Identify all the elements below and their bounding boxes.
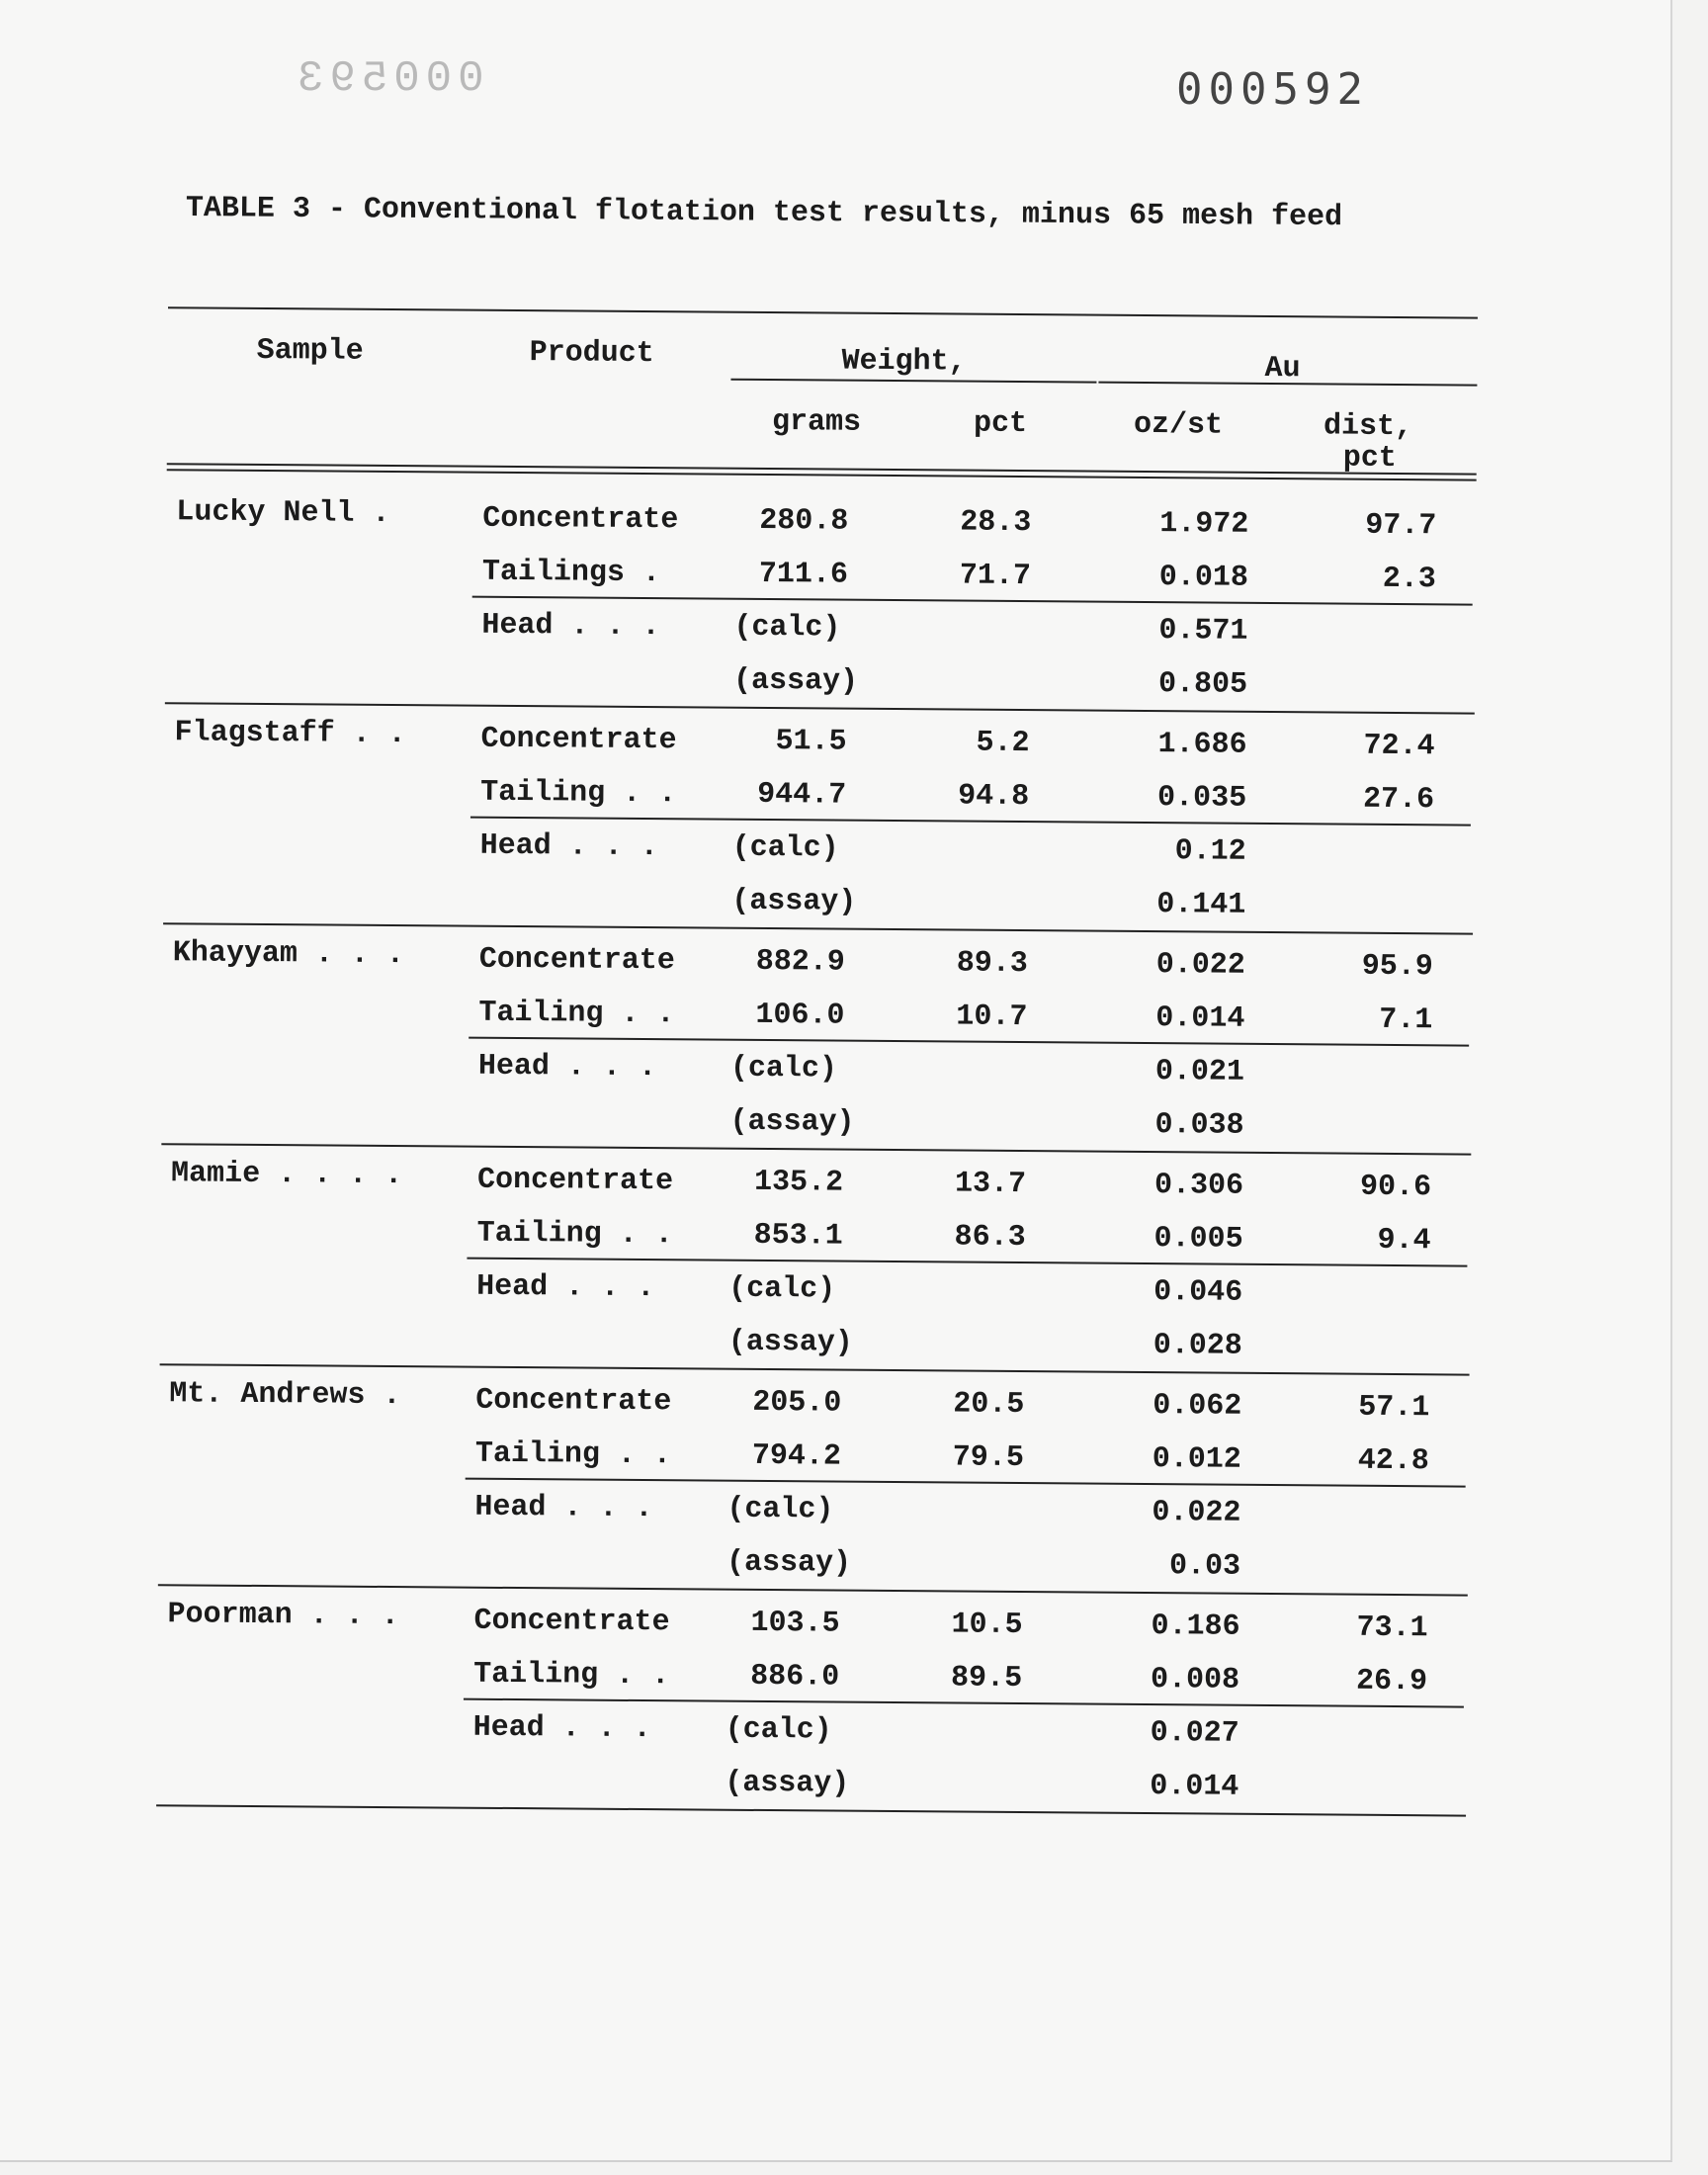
page-number: 000592 bbox=[1176, 64, 1369, 115]
product-cell: Head . . . bbox=[474, 1490, 653, 1526]
dist-pct-cell bbox=[1275, 890, 1433, 891]
pct-cell: 86.3 bbox=[954, 1220, 1026, 1256]
subtotal-rule bbox=[470, 817, 1471, 826]
header-product: Product bbox=[529, 336, 654, 372]
pct-cell bbox=[869, 1107, 1027, 1108]
oz-st-cell: 0.12 bbox=[1174, 834, 1246, 869]
dist-pct-cell: 97.7 bbox=[1365, 508, 1437, 544]
oz-st-cell: 0.038 bbox=[1154, 1108, 1244, 1143]
head-method-cell: (assay) bbox=[731, 884, 857, 919]
head-method-cell: (calc) bbox=[731, 830, 839, 866]
oz-st-cell: 0.571 bbox=[1158, 614, 1248, 649]
product-cell: Head . . . bbox=[472, 1710, 651, 1747]
dist-pct-cell bbox=[1277, 669, 1435, 670]
subtotal-rule bbox=[464, 1698, 1464, 1708]
pct-cell bbox=[870, 887, 1028, 888]
product-cell: Tailing . . bbox=[480, 775, 677, 812]
pct-cell bbox=[866, 1495, 1024, 1496]
dist-pct-cell bbox=[1274, 1057, 1432, 1058]
head-method-cell: (calc) bbox=[733, 610, 841, 646]
oz-st-cell: 0.046 bbox=[1153, 1275, 1243, 1310]
product-cell: Tailing . . bbox=[476, 1216, 673, 1253]
dist-pct-cell: 42.8 bbox=[1357, 1443, 1429, 1479]
head-method-cell: (calc) bbox=[725, 1712, 832, 1748]
head-method-cell: (assay) bbox=[729, 1104, 855, 1140]
dist-pct-cell bbox=[1271, 1498, 1429, 1499]
header-oz-st: oz/st bbox=[1133, 407, 1224, 443]
dist-pct-cell: 72.4 bbox=[1363, 729, 1435, 764]
pct-cell: 89.5 bbox=[950, 1661, 1023, 1696]
pct-cell: 71.7 bbox=[959, 559, 1032, 594]
group-rule bbox=[156, 1804, 1466, 1816]
pct-cell: 13.7 bbox=[954, 1167, 1027, 1202]
pct-cell bbox=[869, 1054, 1027, 1055]
product-cell: Concentrate bbox=[475, 1383, 672, 1420]
grams-cell: 135.2 bbox=[753, 1165, 844, 1200]
dist-pct-cell bbox=[1270, 1551, 1428, 1552]
flotation-results-table bbox=[127, 306, 1483, 1820]
dist-pct-cell bbox=[1272, 1277, 1430, 1278]
oz-st-cell: 0.021 bbox=[1154, 1055, 1245, 1089]
head-method-cell: (assay) bbox=[732, 663, 859, 699]
group-rule bbox=[158, 1584, 1468, 1596]
pct-cell bbox=[867, 1274, 1025, 1275]
header-pct: pct bbox=[973, 406, 1028, 442]
grams-cell: 853.1 bbox=[753, 1218, 843, 1254]
sample-name: Poorman . . . bbox=[167, 1598, 399, 1634]
oz-st-cell: 0.805 bbox=[1157, 667, 1248, 702]
grams-cell: 51.5 bbox=[775, 725, 847, 759]
product-cell: Head . . . bbox=[481, 608, 660, 645]
pct-cell: 5.2 bbox=[976, 726, 1030, 761]
dist-pct-cell: 7.1 bbox=[1379, 1002, 1433, 1038]
pct-cell: 28.3 bbox=[960, 505, 1032, 541]
head-method-cell: (assay) bbox=[726, 1545, 852, 1581]
dist-pct-cell: 57.1 bbox=[1358, 1390, 1430, 1426]
sample-name: Flagstaff . . bbox=[174, 716, 406, 752]
pct-cell bbox=[864, 1715, 1022, 1716]
dist-pct-cell bbox=[1269, 1718, 1427, 1719]
dist-pct-cell: 95.9 bbox=[1361, 949, 1433, 985]
product-cell: Tailing . . bbox=[478, 996, 675, 1032]
sample-name: Khayyam . . . bbox=[172, 936, 405, 973]
head-method-cell: (assay) bbox=[725, 1766, 850, 1801]
oz-st-cell: 1.686 bbox=[1157, 728, 1247, 762]
dist-pct-cell: 73.1 bbox=[1356, 1610, 1428, 1646]
product-cell: Tailings . bbox=[481, 555, 661, 591]
oz-st-cell: 1.972 bbox=[1159, 507, 1249, 542]
header-dist-line1: dist, bbox=[1323, 409, 1413, 445]
pct-cell bbox=[867, 1328, 1025, 1329]
sample-name: Mt. Andrews . bbox=[169, 1377, 401, 1414]
group-rule bbox=[161, 1143, 1471, 1155]
sample-name: Lucky Nell . bbox=[176, 495, 390, 532]
dist-pct-cell: 26.9 bbox=[1355, 1664, 1428, 1699]
sample-name: Mamie . . . . bbox=[170, 1157, 403, 1193]
oz-st-cell: 0.008 bbox=[1150, 1663, 1240, 1697]
weight-group-rule bbox=[730, 379, 1096, 384]
pct-cell: 20.5 bbox=[953, 1387, 1025, 1423]
product-cell: Concentrate bbox=[482, 501, 679, 538]
pct-cell: 79.5 bbox=[952, 1440, 1025, 1476]
subtotal-rule bbox=[472, 596, 1473, 606]
header-grams: grams bbox=[771, 405, 862, 440]
pct-cell: 89.3 bbox=[956, 946, 1028, 982]
pct-cell bbox=[873, 613, 1031, 614]
product-cell: Head . . . bbox=[477, 1049, 657, 1086]
oz-st-cell: 0.03 bbox=[1168, 1549, 1241, 1584]
oz-st-cell: 0.186 bbox=[1151, 1610, 1240, 1644]
head-method-cell: (calc) bbox=[728, 1271, 836, 1307]
grams-cell: 711.6 bbox=[758, 557, 849, 592]
product-cell: Concentrate bbox=[478, 942, 675, 979]
oz-st-cell: 0.022 bbox=[1152, 1496, 1241, 1530]
pct-cell: 10.5 bbox=[951, 1608, 1023, 1643]
dist-pct-cell: 2.3 bbox=[1382, 562, 1437, 597]
oz-st-cell: 0.141 bbox=[1156, 888, 1246, 922]
grams-cell: 280.8 bbox=[759, 503, 849, 539]
group-rule bbox=[160, 1363, 1470, 1375]
header-double-rule bbox=[167, 463, 1477, 480]
oz-st-cell: 0.012 bbox=[1152, 1442, 1242, 1477]
product-cell: Concentrate bbox=[476, 1163, 674, 1199]
pct-cell: 94.8 bbox=[957, 779, 1030, 815]
oz-st-cell: 0.306 bbox=[1153, 1169, 1244, 1203]
oz-st-cell: 0.028 bbox=[1153, 1329, 1242, 1363]
header-weight: Weight, bbox=[841, 344, 967, 380]
header-sample: Sample bbox=[256, 333, 364, 369]
table-caption: TABLE 3 - Conventional flotation test results, minus 65 mesh feed bbox=[185, 192, 1343, 235]
subtotal-rule bbox=[469, 1037, 1469, 1047]
oz-st-cell: 0.035 bbox=[1156, 781, 1247, 816]
dist-pct-cell bbox=[1276, 836, 1434, 837]
dist-pct-cell bbox=[1278, 616, 1436, 617]
header-dist-line2: pct bbox=[1342, 441, 1397, 477]
grams-cell: 106.0 bbox=[755, 998, 845, 1033]
head-method-cell: (calc) bbox=[726, 1492, 834, 1527]
product-cell: Concentrate bbox=[473, 1604, 670, 1640]
group-rule bbox=[165, 702, 1475, 714]
pct-cell bbox=[872, 666, 1030, 667]
head-method-cell: (calc) bbox=[729, 1051, 838, 1087]
grams-cell: 103.5 bbox=[750, 1606, 840, 1641]
oz-st-cell: 0.027 bbox=[1150, 1716, 1239, 1751]
grams-cell: 794.2 bbox=[751, 1438, 842, 1474]
pct-cell bbox=[871, 833, 1029, 834]
subtotal-rule bbox=[467, 1258, 1467, 1267]
subtotal-rule bbox=[466, 1478, 1466, 1488]
group-rule bbox=[163, 922, 1473, 934]
pct-cell bbox=[863, 1769, 1021, 1770]
dist-pct-cell: 27.6 bbox=[1362, 782, 1435, 818]
product-cell: Head . . . bbox=[476, 1269, 655, 1306]
table-top-rule bbox=[168, 306, 1478, 318]
header-au: Au bbox=[1264, 351, 1301, 387]
oz-st-cell: 0.062 bbox=[1153, 1389, 1242, 1424]
dist-pct-cell: 90.6 bbox=[1359, 1170, 1432, 1205]
product-cell: Tailing . . bbox=[474, 1436, 672, 1473]
oz-st-cell: 0.014 bbox=[1150, 1770, 1239, 1804]
product-cell: Tailing . . bbox=[473, 1657, 670, 1694]
head-method-cell: (assay) bbox=[727, 1325, 853, 1360]
dist-pct-cell bbox=[1272, 1331, 1430, 1332]
oz-st-cell: 0.022 bbox=[1155, 948, 1245, 983]
pct-cell bbox=[865, 1548, 1023, 1549]
grams-cell: 205.0 bbox=[752, 1385, 842, 1421]
dist-pct-cell bbox=[1274, 1110, 1432, 1111]
mirror-stamp: 000593 bbox=[292, 54, 484, 104]
product-cell: Concentrate bbox=[480, 722, 677, 758]
product-cell: Head . . . bbox=[479, 828, 658, 865]
grams-cell: 886.0 bbox=[749, 1659, 840, 1695]
pct-cell: 10.7 bbox=[956, 1000, 1028, 1035]
dist-pct-cell: 9.4 bbox=[1377, 1223, 1431, 1259]
oz-st-cell: 0.014 bbox=[1155, 1001, 1245, 1036]
oz-st-cell: 0.018 bbox=[1158, 561, 1249, 595]
grams-cell: 882.9 bbox=[755, 944, 845, 980]
grams-cell: 944.7 bbox=[756, 777, 847, 813]
dist-pct-cell bbox=[1268, 1772, 1426, 1773]
oz-st-cell: 0.005 bbox=[1153, 1222, 1243, 1257]
